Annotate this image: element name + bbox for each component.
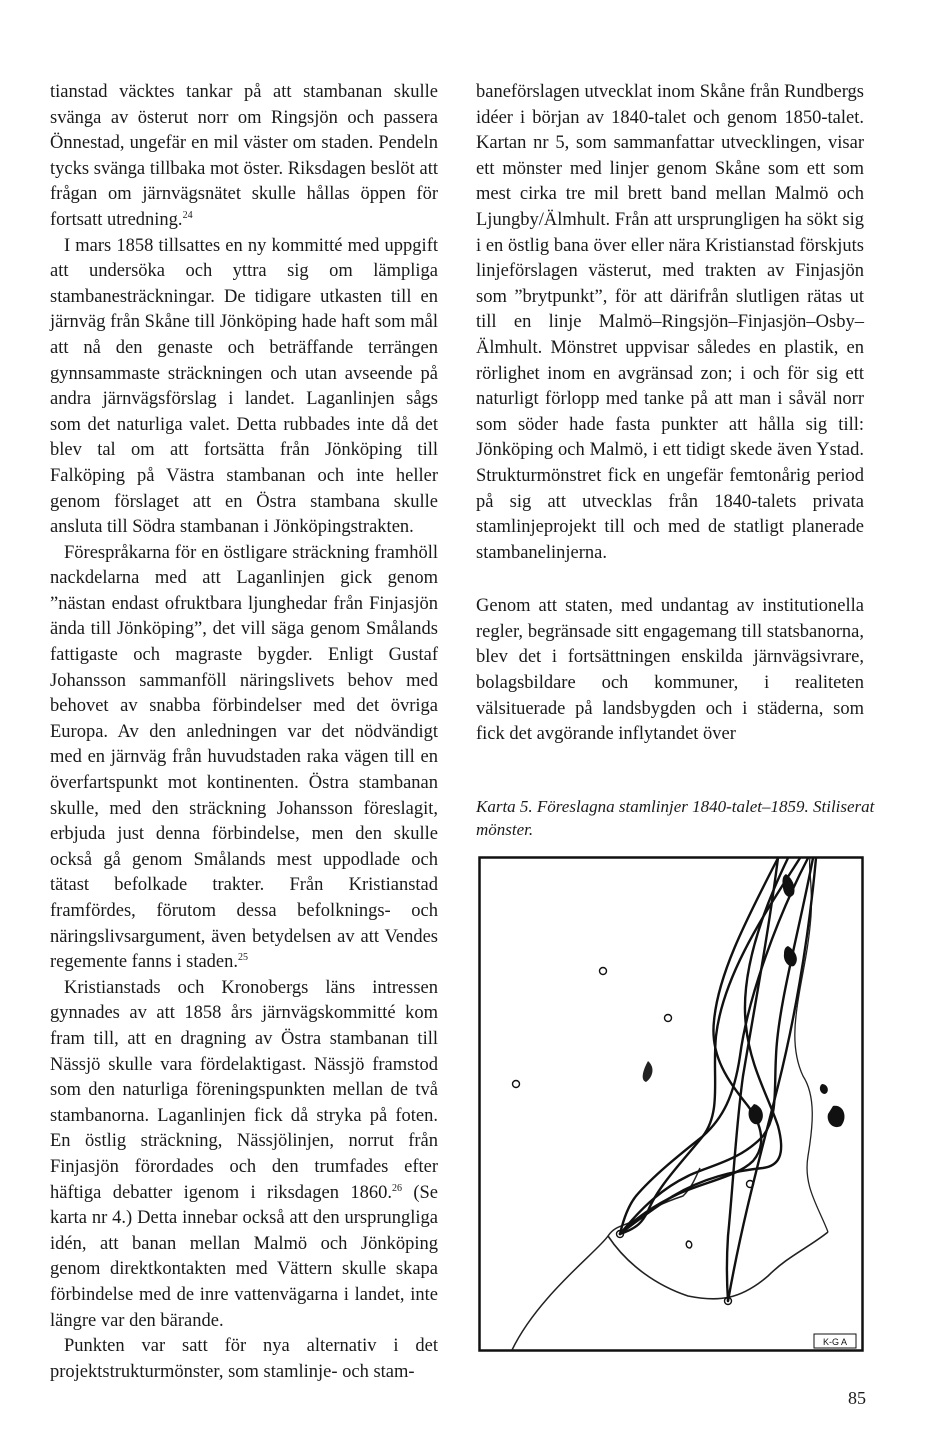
coastline-east (795, 858, 828, 1232)
page-number: 85 (848, 1388, 866, 1408)
right-column (476, 80, 864, 748)
coastline-south (608, 1232, 828, 1299)
map-signature: K-G A (822, 1337, 848, 1347)
paragraph-7: Genom att staten, med undantag av institutionella regler, begränsade sitt engagemang till statsbanorna, blev det i fortsättningen enskilda järnvägsivrare, bolagsbildare och kommuner, i realiteten välsituerade på landsbygden och i städerna, som fick det avgörande inflytandet över (476, 596, 864, 745)
lake-3 (828, 1106, 845, 1127)
railway-map (478, 856, 864, 1352)
coastline-west (512, 1168, 700, 1350)
left-column (50, 80, 438, 1385)
lake-5 (749, 1104, 763, 1124)
footnote-ref: 24 (182, 209, 193, 221)
railway-line (620, 858, 800, 1234)
town-marker (665, 1015, 672, 1022)
railway-line (728, 858, 816, 1301)
lake-7 (686, 1241, 691, 1248)
town-marker (513, 1081, 520, 1088)
lake-6 (643, 1061, 653, 1082)
footnote-ref: 26 (391, 1182, 402, 1194)
railway-lines (620, 858, 816, 1301)
paragraph-2: I mars 1858 tillsattes en ny kommitté med uppgift att undersöka och yttra sig om lämpliga stambanesträckningar. De tidigare utkasten till en järnväg från Skåne till Jönköping hade haft som mål att nå den genaste och beträffande terrängen gynnsammaste sträckningen och utan avseende på andra järnvägsförslag i landet. Laganlinjen sågs som det naturliga valet. Detta rubbades inte då det blev tal om att fortsätta från Jönköping till Falköping på Västra stambanan och inte heller genom förslaget att en Östra stambana skulle ansluta till Södra stambanan i Jönköpingstrakten. (50, 235, 438, 538)
map-frame (480, 858, 863, 1351)
railway-line (620, 858, 788, 1234)
paragraph-1: tianstad väcktes tankar på att stambanan skulle svänga av österut norr om Ringsjön och passera Önnestad, ungefär en mil väster om staden. Pendeln tycks svänga tillbaka mot öster. Riksdagen beslöt att frågan om järnvägsnätet skulle hållas öppen för fortsatt utredning.$^{24}$ (50, 82, 438, 230)
signature-box (814, 1334, 856, 1348)
town-marker (600, 968, 607, 975)
paragraph-3: Förespråkarna för en östligare sträckning framhöll nackdelarna med att Laganlinjen gick genom ”nästan endast ofruktbara ljunghedar från Finjasjön ända till Jönköping”, det vill säga genom Smålands fattigaste och magraste bygder. Enligt Gustaf Johansson sammanföll näringslivets behov med behovet av snabba förbindelser med det övriga Europa. Av den anledningen var det nödvändigt med en järnväg från huvudstaden raka vägen till en överfartspunkt mot kontinenten. Östra stambanan skulle, med den sträckning Johansson föreslagit, erbjuda just denna förbindelse, men den skulle också gå genom Smålands mest uppodlade och tätast befolkade trakter. Från Kristianstad framfördes, förutom dessa befolknings- och näringslivsargument, även betydelsen av att Vendes regemente fanns i staden.$^{25}$ (50, 542, 438, 973)
lake-4 (820, 1084, 828, 1094)
paragraph-5: Punkten var satt för nya alternativ i det projektstrukturmönster, som stamlinje- och stam- (50, 1336, 438, 1382)
paragraph-6: baneförslagen utvecklat inom Skåne från Rundbergs idéer i början av 1840-talet och genom 1850-talet. Kartan nr 5, som sammanfattar utvecklingen, visar ett mönster med linjer genom Skåne som ett som mest cirka tre mil brett band mellan Malmö och Ljungby/Älmhult. Från att ursprungligen ha sökt sig i en östlig bana över eller nära Kristianstad förskjuts linjeförslagen västerut, med trakten av Finjasjön som ”brytpunkt”, för att därifrån slutligen rätas ut till en linje Malmö–Ringsjön–Finjasjön–Osby–Älmhult. Mönstret uppvisar således en plastik, en rörlighet inom en avgränsad zon; i och för sig ett naturligt förlopp med tanke på att man i såväl norr som söder hade fasta punkter att hålla sig till: Jönköping och Malmö, i ett tidigt skede även Ystad. Strukturmönstret fick en ungefär femtonårig period på sig att utvecklas från 1840-talets privata stamlinjeprojekt till och med de statligt planerade stambanelinjerna. (476, 82, 864, 563)
paragraph-4: Kristianstads och Kronobergs läns intressen gynnades av att 1858 års järnvägskommitté kom fram till, att en dragning av Östra stambanan till Nässjö skulle vara fördelaktigast. Nässjö framstod som den naturliga föreningspunkten mellan de två stambanorna. Laganlinjen fick då stryka på foten. En östlig sträckning, Nässjölinjen, norrut från Finjasjön förordades och den trumfades efter häftiga debatter igenom i riksdagen 1860.26 (Se karta nr 4.) Detta innebar också att den ursprungliga idén, att banan mellan Malmö och Jönköping genom direktkontakten med Vättern skulle skapa förbindelse med de inre vattenvägarna i landet, inte längre var den bärande. (50, 977, 438, 1331)
footnote-ref: 25 (238, 952, 249, 964)
map-caption: Karta 5. Föreslagna stamlinjer 1840-talet–1859. Stiliserat mönster. (476, 797, 875, 839)
